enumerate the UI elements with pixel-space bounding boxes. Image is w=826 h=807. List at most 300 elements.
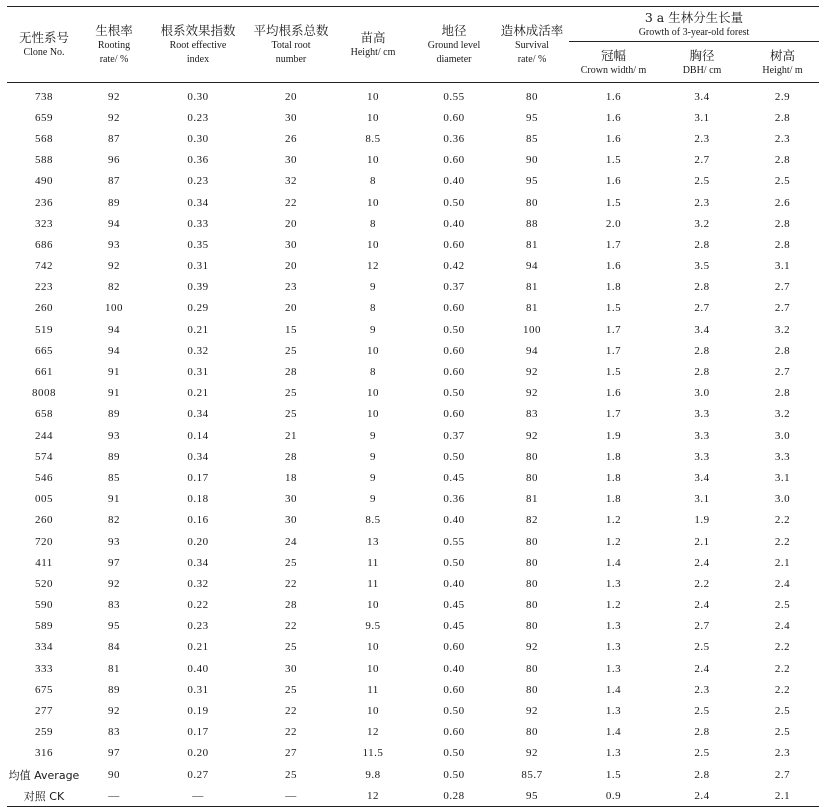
- cell-survival-rate: 81: [526, 238, 538, 251]
- table-row: [7, 531, 819, 552]
- cell-seedling-height: 8.5: [365, 132, 381, 145]
- cell-survival-rate: 80: [526, 556, 538, 569]
- cell-seedling-height: 10: [367, 599, 379, 612]
- cell-survival-rate: 80: [526, 662, 538, 675]
- cell-ground-diameter: 0.60: [443, 366, 465, 379]
- cell-survival-rate: 95: [526, 111, 538, 124]
- cell-survival-rate: 80: [526, 620, 538, 633]
- cell-ground-diameter: 0.45: [443, 471, 465, 484]
- cell-clone-no: 333: [35, 662, 53, 675]
- cell-root-effective-index: 0.23: [187, 175, 209, 188]
- cell-root-effective-index: 0.23: [187, 620, 209, 633]
- table-row: [7, 679, 819, 700]
- cell-root-effective-index: 0.17: [187, 471, 209, 484]
- cell-clone-no: 323: [35, 217, 53, 230]
- cell-seedling-height: 9.5: [365, 620, 381, 633]
- cell-clone-no: 519: [35, 323, 53, 336]
- cell-seedling-height: 9: [370, 429, 376, 442]
- cell-tree-height: 2.4: [774, 577, 791, 590]
- cell-tree-height: 2.8: [774, 111, 791, 124]
- cell-rooting-rate: 91: [108, 387, 120, 400]
- cell-rooting-rate: 100: [105, 302, 123, 315]
- cell-clone-no: 738: [35, 90, 53, 103]
- cell-ground-diameter: 0.60: [443, 641, 465, 654]
- cell-clone-no: 316: [35, 747, 53, 760]
- cell-ground-diameter: 0.60: [443, 154, 465, 167]
- cell-total-root-number: 22: [285, 620, 297, 633]
- cell-tree-height: 2.4: [774, 620, 791, 633]
- cell-tree-height: 3.0: [774, 493, 791, 506]
- cell-seedling-height: 8: [370, 217, 376, 230]
- cell-seedling-height: 10: [367, 387, 379, 400]
- cell-dbh: 3.3: [694, 450, 710, 463]
- cell-tree-height: 2.8: [774, 344, 791, 357]
- cell-rooting-rate: 82: [108, 514, 120, 527]
- cell-tree-height: 2.7: [774, 281, 791, 294]
- header-ground-diameter: 地径 Ground level diameter: [413, 7, 495, 83]
- cell-crown-width: 1.7: [605, 344, 622, 357]
- cell-crown-width: 1.7: [605, 323, 622, 336]
- cell-seedling-height: 9: [370, 471, 376, 484]
- cell-seedling-height: 10: [367, 111, 379, 124]
- cell-root-effective-index: 0.17: [187, 726, 209, 739]
- table-row: [7, 171, 819, 192]
- cell-root-effective-index: 0.23: [187, 111, 209, 124]
- cell-tree-height: 3.0: [774, 429, 791, 442]
- cell-clone-no: 259: [35, 726, 53, 739]
- cell-crown-width: 1.2: [605, 514, 622, 527]
- cell-survival-rate: 95: [526, 175, 538, 188]
- cell-rooting-rate: 95: [108, 620, 120, 633]
- cell-root-effective-index: 0.27: [187, 768, 209, 781]
- cell-ground-diameter: 0.50: [443, 705, 465, 718]
- cell-rooting-rate: 94: [108, 323, 120, 336]
- table-row: [7, 743, 819, 764]
- cell-rooting-rate: 92: [108, 111, 120, 124]
- cell-clone-no: 260: [35, 302, 53, 315]
- cell-root-effective-index: 0.35: [187, 238, 209, 251]
- cell-dbh: 1.9: [694, 514, 710, 527]
- cell-dbh: 2.8: [694, 726, 710, 739]
- cell-seedling-height: 12: [333, 785, 413, 807]
- cell-crown-width: 1.5: [605, 196, 622, 209]
- cell-dbh: 3.5: [694, 260, 710, 273]
- cell-tree-height: 2.2: [774, 535, 791, 548]
- cell-dbh: 2.7: [694, 154, 710, 167]
- cell-ground-diameter: 0.50: [443, 556, 465, 569]
- cell-ground-diameter: 0.36: [443, 132, 465, 145]
- cell-seedling-height: 12: [367, 260, 379, 273]
- cell-crown-width: 1.4: [605, 556, 622, 569]
- cell-root-effective-index: 0.20: [187, 747, 209, 760]
- cell-seedling-height: 9: [370, 281, 376, 294]
- cell-tree-height: 2.1: [746, 785, 819, 807]
- cell-rooting-rate: 93: [108, 535, 120, 548]
- cell-total-root-number: 20: [285, 217, 297, 230]
- cell-tree-height: 2.3: [774, 132, 791, 145]
- table-row: [7, 616, 819, 637]
- table-row: [7, 277, 819, 298]
- table-row: [7, 256, 819, 277]
- cell-crown-width: 1.4: [605, 726, 622, 739]
- cell-root-effective-index: 0.14: [187, 429, 209, 442]
- cell-crown-width: 1.3: [605, 662, 622, 675]
- cell-crown-width: 1.5: [605, 154, 622, 167]
- cell-root-effective-index: 0.39: [187, 281, 209, 294]
- cell-rooting-rate: 82: [108, 281, 120, 294]
- cell-clone-no: 411: [35, 556, 53, 569]
- cell-survival-rate: 80: [526, 196, 538, 209]
- cell-seedling-height: 10: [367, 238, 379, 251]
- table-row: [7, 361, 819, 382]
- cell-survival-rate: 92: [526, 641, 538, 654]
- cell-survival-rate: 95: [495, 785, 569, 807]
- cell-crown-width: 1.3: [605, 705, 622, 718]
- cell-ground-diameter: 0.50: [443, 747, 465, 760]
- cell-rooting-rate: 83: [108, 599, 120, 612]
- cell-total-root-number: 20: [285, 302, 297, 315]
- cell-survival-rate: 92: [526, 747, 538, 760]
- table-row: [7, 552, 819, 573]
- cell-root-effective-index: 0.34: [187, 408, 209, 421]
- cell-survival-rate: 100: [523, 323, 541, 336]
- cell-survival-rate: 85.7: [521, 768, 543, 781]
- cell-seedling-height: 11: [367, 556, 379, 569]
- cell-survival-rate: 80: [526, 726, 538, 739]
- cell-clone-no: 659: [35, 111, 53, 124]
- cell-clone-no: 590: [35, 599, 53, 612]
- cell-dbh: 2.1: [694, 535, 710, 548]
- cell-root-effective-index: 0.34: [187, 450, 209, 463]
- cell-dbh: 3.3: [694, 429, 710, 442]
- cell-root-effective-index: 0.21: [187, 323, 209, 336]
- cell-crown-width: 1.6: [605, 387, 622, 400]
- cell-tree-height: 2.7: [774, 768, 791, 781]
- cell-seedling-height: 8: [370, 366, 376, 379]
- cell-dbh: 2.2: [694, 577, 710, 590]
- cell-seedling-height: 10: [367, 641, 379, 654]
- cell-total-root-number: 28: [285, 599, 297, 612]
- cell-total-root-number: 30: [285, 493, 297, 506]
- cell-root-effective-index: 0.16: [187, 514, 209, 527]
- cell-crown-width: 1.2: [605, 599, 622, 612]
- table-row: [7, 446, 819, 467]
- cell-survival-rate: 80: [526, 599, 538, 612]
- cell-seedling-height: 10: [367, 408, 379, 421]
- cell-dbh: 2.4: [694, 662, 710, 675]
- cell-survival-rate: 94: [526, 344, 538, 357]
- table-row: [7, 764, 819, 785]
- cell-root-effective-index: 0.20: [187, 535, 209, 548]
- cell-dbh: 2.3: [694, 196, 710, 209]
- cell-rooting-rate: 90: [108, 768, 120, 781]
- cell-dbh: 3.4: [694, 471, 710, 484]
- table-row: [7, 467, 819, 488]
- cell-survival-rate: 92: [526, 387, 538, 400]
- cell-seedling-height: 10: [367, 196, 379, 209]
- cell-crown-width: 0.9: [569, 785, 658, 807]
- cell-dbh: 2.8: [694, 281, 710, 294]
- cell-rooting-rate: 81: [108, 662, 120, 675]
- cell-ground-diameter: 0.40: [443, 175, 465, 188]
- cell-tree-height: 2.7: [774, 302, 791, 315]
- cell-clone-no: 661: [35, 366, 53, 379]
- cell-root-effective-index: 0.32: [187, 344, 209, 357]
- cell-total-root-number: 25: [285, 408, 297, 421]
- cell-ground-diameter: 0.45: [443, 620, 465, 633]
- cell-crown-width: 1.3: [605, 620, 622, 633]
- cell-dbh: 2.5: [694, 747, 710, 760]
- cell-ground-diameter: 0.40: [443, 577, 465, 590]
- header-tree-height: 树高 Height/ m: [746, 42, 819, 83]
- cell-dbh: 2.7: [694, 620, 710, 633]
- table-row: [7, 573, 819, 594]
- cell-root-effective-index: —: [147, 785, 249, 807]
- cell-survival-rate: 85: [526, 132, 538, 145]
- cell-total-root-number: 20: [285, 260, 297, 273]
- cell-root-effective-index: 0.36: [187, 154, 209, 167]
- cell-total-root-number: 30: [285, 662, 297, 675]
- cell-crown-width: 1.8: [605, 450, 622, 463]
- cell-dbh: 2.8: [694, 768, 710, 781]
- cell-ground-diameter: 0.60: [443, 683, 465, 696]
- cell-clone-no: 490: [35, 175, 53, 188]
- cell-ground-diameter: 0.60: [443, 302, 465, 315]
- cell-ground-diameter: 0.50: [443, 196, 465, 209]
- cell-rooting-rate: 91: [108, 366, 120, 379]
- cell-clone-no: 260: [35, 514, 53, 527]
- cell-total-root-number: 20: [285, 90, 297, 103]
- cell-survival-rate: 80: [526, 90, 538, 103]
- cell-dbh: 2.8: [694, 344, 710, 357]
- cell-tree-height: 2.2: [774, 683, 791, 696]
- cell-seedling-height: 9: [370, 323, 376, 336]
- cell-survival-rate: 92: [526, 705, 538, 718]
- cell-ground-diameter: 0.40: [443, 662, 465, 675]
- cell-rooting-rate: —: [81, 785, 147, 807]
- cell-total-root-number: 30: [285, 111, 297, 124]
- cell-root-effective-index: 0.18: [187, 493, 209, 506]
- cell-tree-height: 3.3: [774, 450, 791, 463]
- cell-crown-width: 1.3: [605, 747, 622, 760]
- cell-rooting-rate: 92: [108, 90, 120, 103]
- cell-ground-diameter: 0.50: [443, 450, 465, 463]
- cell-rooting-rate: 94: [108, 344, 120, 357]
- cell-total-root-number: 28: [285, 450, 297, 463]
- cell-ground-diameter: 0.60: [443, 344, 465, 357]
- cell-clone-no: 742: [35, 260, 53, 273]
- header-seedling-height: 苗高 Height/ cm: [333, 7, 413, 83]
- cell-ground-diameter: 0.55: [443, 90, 465, 103]
- cell-total-root-number: 24: [285, 535, 297, 548]
- cell-total-root-number: 25: [285, 556, 297, 569]
- header-clone: 无性系号 Clone No.: [7, 7, 81, 83]
- cell-tree-height: 2.2: [774, 514, 791, 527]
- cell-total-root-number: 22: [285, 705, 297, 718]
- cell-dbh: 3.3: [694, 408, 710, 421]
- cell-clone-no: 546: [35, 471, 53, 484]
- cell-root-effective-index: 0.30: [187, 90, 209, 103]
- cell-root-effective-index: 0.31: [187, 683, 209, 696]
- cell-seedling-height: 11: [367, 577, 379, 590]
- cell-seedling-height: 10: [367, 90, 379, 103]
- cell-survival-rate: 80: [526, 471, 538, 484]
- cell-total-root-number: 30: [285, 238, 297, 251]
- cell-total-root-number: 28: [285, 366, 297, 379]
- cell-root-effective-index: 0.31: [187, 366, 209, 379]
- table-row: [7, 192, 819, 213]
- cell-seedling-height: 10: [367, 154, 379, 167]
- cell-survival-rate: 92: [526, 429, 538, 442]
- cell-crown-width: 1.5: [605, 302, 622, 315]
- cell-root-effective-index: 0.33: [187, 217, 209, 230]
- cell-total-root-number: 21: [285, 429, 297, 442]
- cell-tree-height: 2.5: [774, 705, 791, 718]
- cell-rooting-rate: 89: [108, 450, 120, 463]
- cell-crown-width: 1.8: [605, 281, 622, 294]
- cell-rooting-rate: 87: [108, 132, 120, 145]
- cell-rooting-rate: 89: [108, 408, 120, 421]
- cell-total-root-number: 30: [285, 154, 297, 167]
- cell-tree-height: 2.8: [774, 217, 791, 230]
- cell-root-effective-index: 0.31: [187, 260, 209, 273]
- cell-dbh: 2.3: [694, 683, 710, 696]
- cell-root-effective-index: 0.29: [187, 302, 209, 315]
- cell-tree-height: 2.2: [774, 662, 791, 675]
- cell-root-effective-index: 0.34: [187, 556, 209, 569]
- cell-total-root-number: 30: [285, 514, 297, 527]
- cell-crown-width: 1.8: [605, 471, 622, 484]
- cell-total-root-number: 32: [285, 175, 297, 188]
- cell-total-root-number: 25: [285, 641, 297, 654]
- table-row: [7, 128, 819, 149]
- cell-root-effective-index: 0.21: [187, 641, 209, 654]
- cell-root-effective-index: 0.21: [187, 387, 209, 400]
- table-row: [7, 595, 819, 616]
- cell-clone-no: 588: [35, 154, 53, 167]
- cell-dbh: 2.8: [694, 238, 710, 251]
- cell-tree-height: 2.5: [774, 726, 791, 739]
- cell-dbh: 2.7: [694, 302, 710, 315]
- cell-root-effective-index: 0.34: [187, 196, 209, 209]
- cell-clone-no: 686: [35, 238, 53, 251]
- cell-rooting-rate: 87: [108, 175, 120, 188]
- cell-dbh: 2.5: [694, 705, 710, 718]
- cell-ground-diameter: 0.40: [443, 217, 465, 230]
- cell-seedling-height: 11.5: [362, 747, 384, 760]
- cell-seedling-height: 10: [367, 344, 379, 357]
- table-row: [7, 510, 819, 531]
- cell-ground-diameter: 0.60: [443, 238, 465, 251]
- cell-crown-width: 1.4: [605, 683, 622, 696]
- cell-rooting-rate: 92: [108, 260, 120, 273]
- cell-crown-width: 1.3: [605, 641, 622, 654]
- header-survival-rate: 造林成活率 Survival rate/ %: [495, 7, 569, 83]
- cell-ground-diameter: 0.37: [443, 429, 465, 442]
- cell-clone-no: 574: [35, 450, 53, 463]
- cell-crown-width: 1.6: [605, 132, 622, 145]
- cell-dbh: 3.0: [694, 387, 710, 400]
- cell-clone-no: 005: [35, 493, 53, 506]
- cell-tree-height: 2.5: [774, 599, 791, 612]
- header-root-effective-index: 根系效果指数 Root effective index: [147, 7, 249, 83]
- cell-crown-width: 1.6: [605, 175, 622, 188]
- cell-ground-diameter: 0.60: [443, 408, 465, 421]
- cell-survival-rate: 92: [526, 366, 538, 379]
- cell-survival-rate: 81: [526, 281, 538, 294]
- table-row: [7, 340, 819, 361]
- cell-root-effective-index: 0.40: [187, 662, 209, 675]
- table-row: [7, 658, 819, 679]
- table-row: [7, 404, 819, 425]
- table-row: [7, 489, 819, 510]
- clone-data-table: [7, 6, 819, 807]
- cell-rooting-rate: 93: [108, 238, 120, 251]
- table-body: [7, 83, 819, 807]
- cell-tree-height: 3.2: [774, 408, 791, 421]
- cell-seedling-height: 11: [367, 683, 379, 696]
- cell-tree-height: 2.6: [774, 196, 791, 209]
- header-rooting-rate: 生根率 Rooting rate/ %: [81, 7, 147, 83]
- header-crown-width: 冠幅 Crown width/ m: [569, 42, 658, 83]
- table-row: [7, 298, 819, 319]
- cell-ground-diameter: 0.60: [443, 111, 465, 124]
- cell-ground-diameter: 0.37: [443, 281, 465, 294]
- cell-seedling-height: 12: [367, 726, 379, 739]
- cell-crown-width: 1.6: [605, 111, 622, 124]
- cell-clone-no: 244: [35, 429, 53, 442]
- cell-dbh: 2.5: [694, 641, 710, 654]
- cell-survival-rate: 90: [526, 154, 538, 167]
- cell-ground-diameter: 0.60: [443, 726, 465, 739]
- cell-clone-no: 均值 Average: [8, 768, 80, 782]
- cell-seedling-height: 10: [367, 662, 379, 675]
- cell-clone-no: 720: [35, 535, 53, 548]
- cell-crown-width: 1.9: [605, 429, 622, 442]
- cell-seedling-height: 8: [370, 175, 376, 188]
- cell-rooting-rate: 92: [108, 577, 120, 590]
- header-dbh: 胸径 DBH/ cm: [658, 42, 746, 83]
- cell-clone-no: 675: [35, 683, 53, 696]
- cell-tree-height: 2.9: [774, 90, 791, 103]
- cell-ground-diameter: 0.42: [443, 260, 465, 273]
- cell-clone-no: 277: [35, 705, 53, 718]
- cell-dbh: 3.4: [694, 90, 710, 103]
- cell-clone-no: 236: [35, 196, 53, 209]
- table-row: [7, 383, 819, 404]
- cell-ground-diameter: 0.40: [443, 514, 465, 527]
- cell-tree-height: 3.1: [774, 260, 791, 273]
- cell-ground-diameter: 0.45: [443, 599, 465, 612]
- cell-dbh: 3.1: [694, 111, 710, 124]
- cell-ground-diameter: 0.28: [413, 785, 495, 807]
- cell-survival-rate: 82: [526, 514, 538, 527]
- cell-seedling-height: 9.8: [365, 768, 381, 781]
- cell-clone-no: 520: [35, 577, 53, 590]
- cell-crown-width: 1.3: [605, 577, 622, 590]
- cell-survival-rate: 80: [526, 683, 538, 696]
- cell-tree-height: 2.5: [774, 175, 791, 188]
- cell-dbh: 3.2: [694, 217, 710, 230]
- table-row: [7, 319, 819, 340]
- cell-total-root-number: —: [249, 785, 333, 807]
- cell-crown-width: 1.5: [605, 366, 622, 379]
- cell-dbh: 2.3: [694, 132, 710, 145]
- table-row: [7, 107, 819, 128]
- cell-ground-diameter: 0.50: [443, 768, 465, 781]
- cell-crown-width: 1.6: [605, 90, 622, 103]
- cell-clone-no: 568: [35, 132, 53, 145]
